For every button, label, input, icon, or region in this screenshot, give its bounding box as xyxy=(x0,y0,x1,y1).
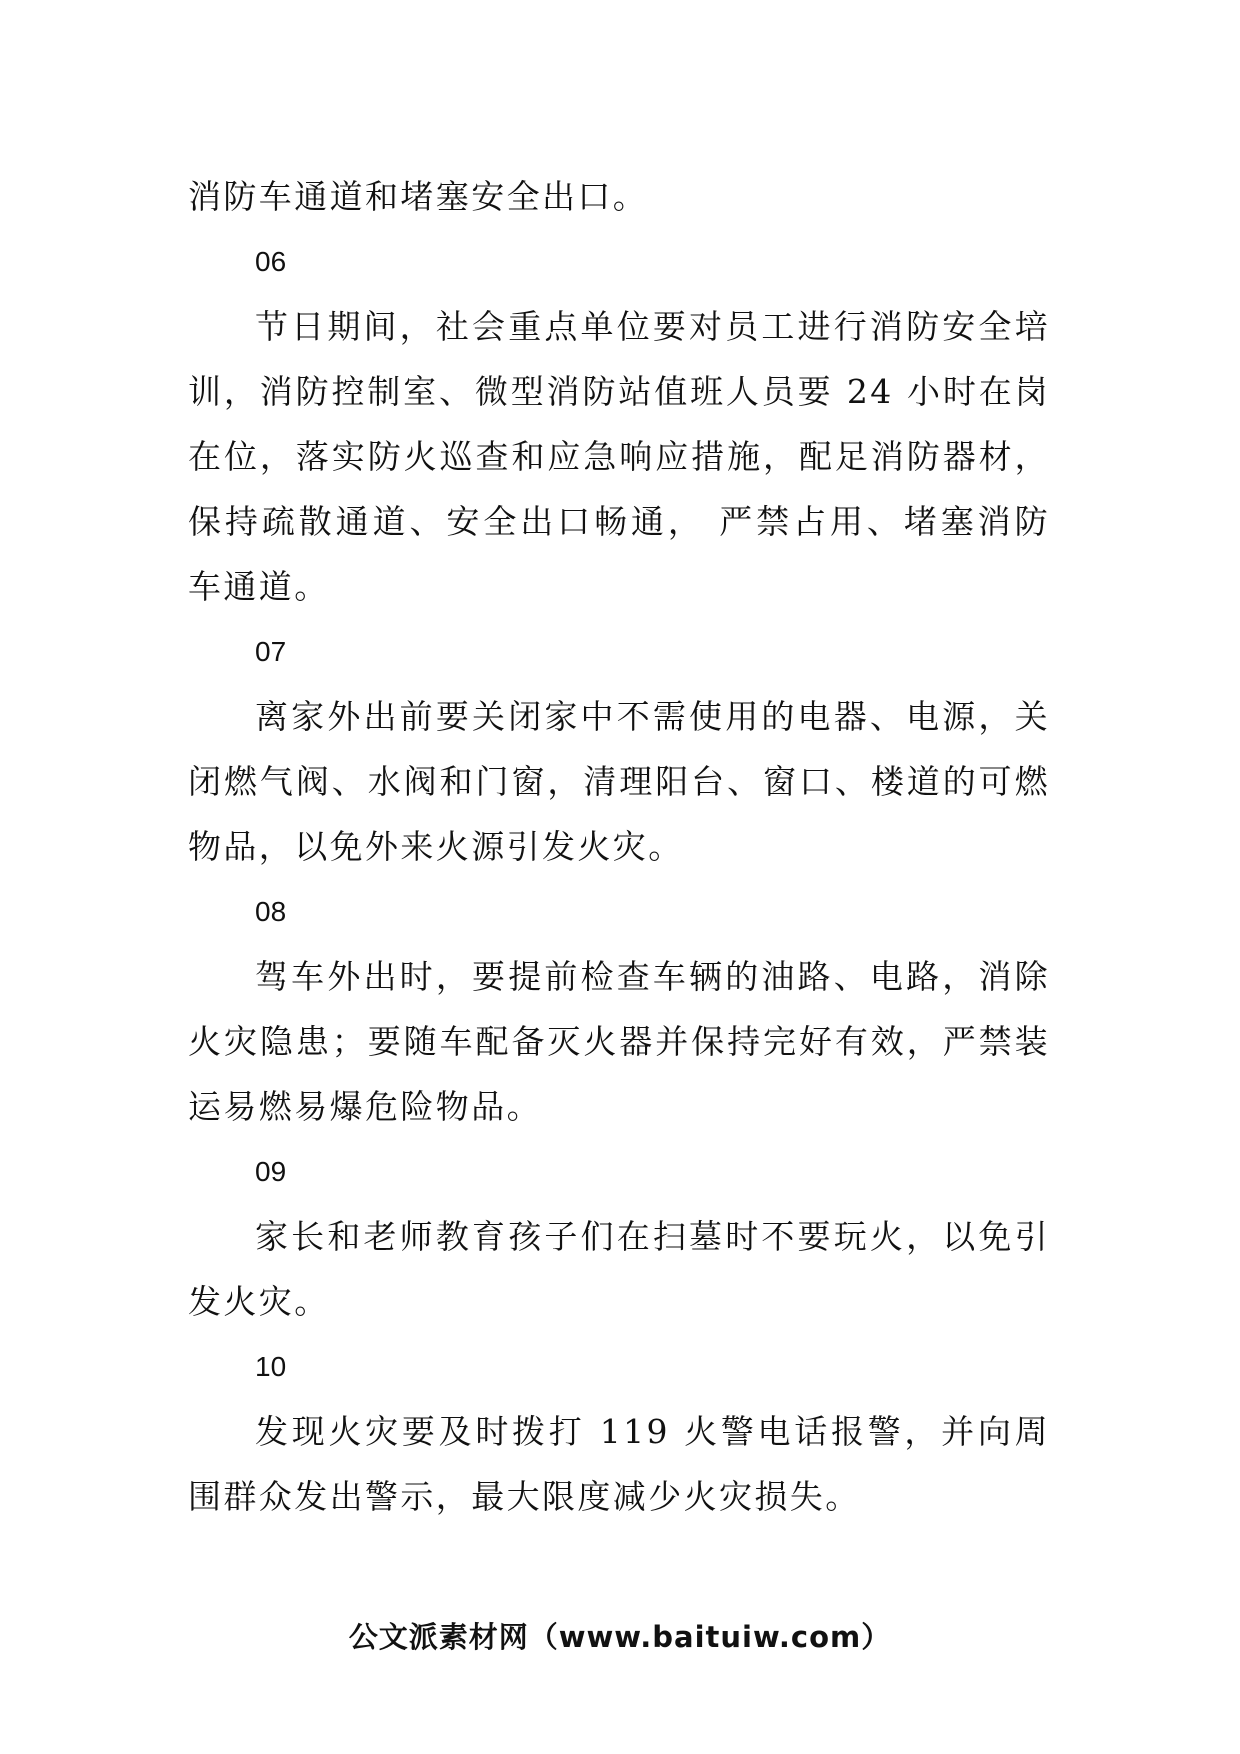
item-number-07: 07 xyxy=(255,636,287,667)
paragraph-continuation: 消防车通道和堵塞安全出口。 xyxy=(188,177,649,216)
paragraph-10: 发现火灾要及时拨打 119 火警电话报警，并向周围群众发出警示，最大限度减少火灾损失。 xyxy=(188,1412,1050,1516)
item-number-09: 09 xyxy=(255,1156,287,1187)
page-footer-source: 公文派素材网（www.baituiw.com） xyxy=(348,1620,892,1654)
paragraph-06: 节日期间，社会重点单位要对员工进行消防安全培训，消防控制室、微型消防站值班人员要 24 小时在岗在位，落实防火巡查和应急响应措施，配足消防器材，保持疏散通道、安全出口畅通， 严禁占用、堵塞消防车通道。 xyxy=(188,307,1050,606)
paragraph-09: 家长和老师教育孩子们在扫墓时不要玩火，以免引发火灾。 xyxy=(188,1217,1050,1321)
paragraph-07: 离家外出前要关闭家中不需使用的电器、电源，关闭燃气阀、水阀和门窗，清理阳台、窗口、楼道的可燃物品，以免外来火源引发火灾。 xyxy=(188,697,1050,866)
paragraph-08: 驾车外出时，要提前检查车辆的油路、电路，消除火灾隐患；要随车配备灭火器并保持完好有效，严禁装运易燃易爆危险物品。 xyxy=(188,957,1050,1126)
item-number-08: 08 xyxy=(255,896,287,927)
item-number-06: 06 xyxy=(255,246,287,277)
document-body xyxy=(188,164,1050,1529)
item-number-10: 10 xyxy=(255,1351,287,1382)
